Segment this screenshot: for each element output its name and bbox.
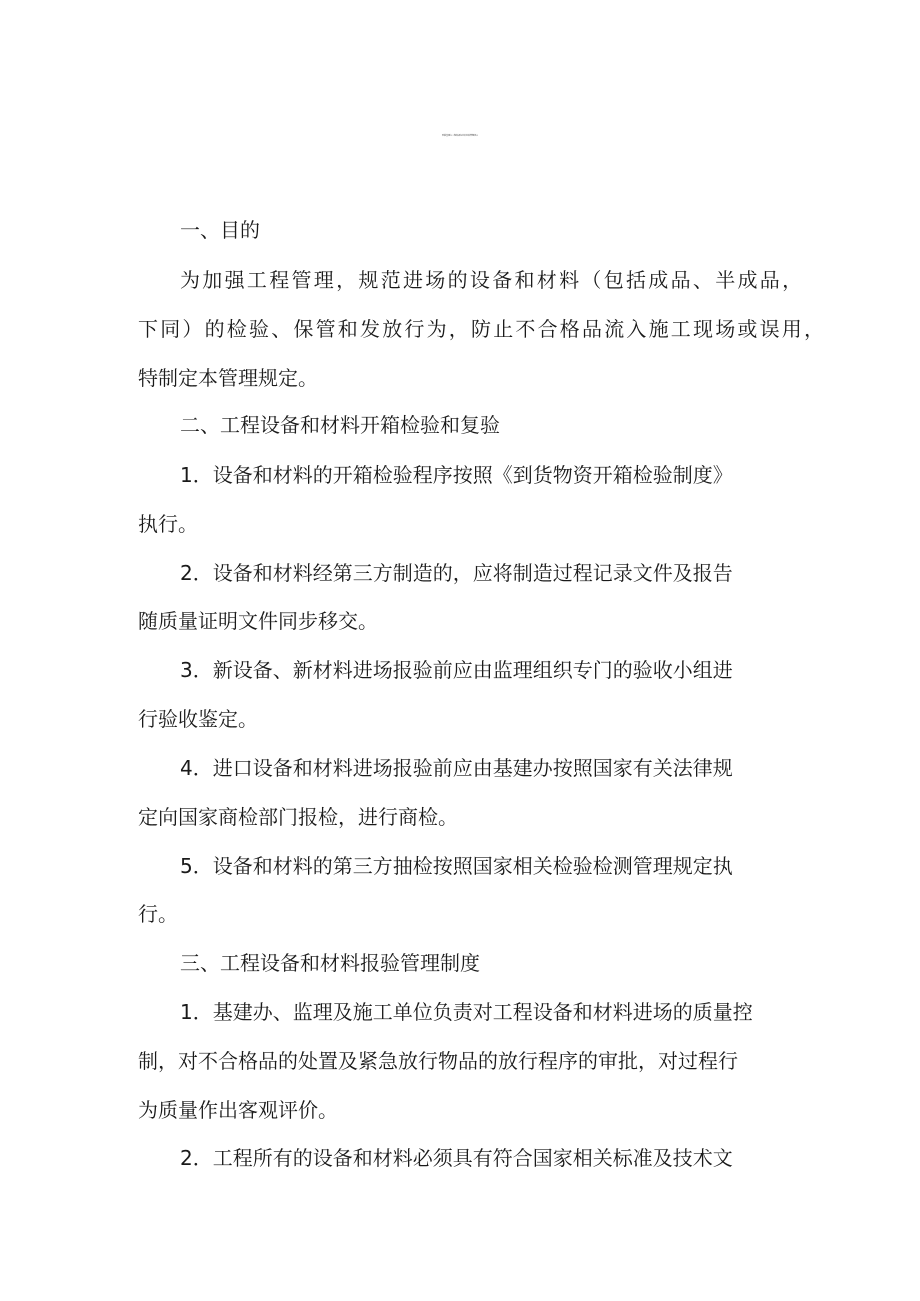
paragraph-line: 特制定本管理规定。 bbox=[138, 366, 318, 390]
paragraph-line: 2．工程所有的设备和材料必须具有符合国家相关标准及技术文 bbox=[180, 1146, 733, 1170]
section-heading-purpose: 一、目的 bbox=[180, 218, 260, 242]
paragraph-line: 行验收鉴定。 bbox=[138, 707, 258, 731]
paragraph-line: 2．设备和材料经第三方制造的，应将制造过程记录文件及报告 bbox=[180, 561, 733, 585]
section-heading-inspection: 二、工程设备和材料开箱检验和复验 bbox=[180, 413, 500, 437]
section-heading-reporting: 三、工程设备和材料报验管理制度 bbox=[180, 951, 480, 975]
paragraph-line: 随质量证明文件同步移交。 bbox=[138, 609, 378, 633]
paragraph-line: 定向国家商检部门报检，进行商检。 bbox=[138, 805, 458, 829]
paragraph-line: 下同）的检验、保管和发放行为，防止不合格品流入施工现场或误用， bbox=[138, 317, 827, 341]
paragraph-line: 4．进口设备和材料进场报验前应由基建办按照国家有关法律规 bbox=[180, 756, 733, 780]
paragraph-line: 为质量作出客观评价。 bbox=[138, 1098, 338, 1122]
paragraph-line: 5．设备和材料的第三方抽检按照国家相关检验检测管理规定执 bbox=[180, 854, 733, 878]
paragraph-line: 3．新设备、新材料进场报验前应由监理组织专门的验收小组进 bbox=[180, 658, 733, 682]
paragraph-line: 为加强工程管理，规范进场的设备和材料（包括成品、半成品， bbox=[180, 268, 805, 292]
paragraph-line: 制，对不合格品的处置及紧急放行物品的放行程序的审批，对过程行 bbox=[138, 1049, 738, 1073]
paragraph-line: 1．设备和材料的开箱检验程序按照《到货物资开箱检验制度》 bbox=[180, 463, 733, 487]
paragraph-line: 执行。 bbox=[138, 512, 198, 536]
paragraph-line: 行。 bbox=[138, 902, 178, 926]
paragraph-line: 1．基建办、监理及施工单位负责对工程设备和材料进场的质量控 bbox=[180, 1000, 753, 1024]
document-title: 医院基建办工程设备和材料验收管理规定 bbox=[441, 135, 478, 137]
